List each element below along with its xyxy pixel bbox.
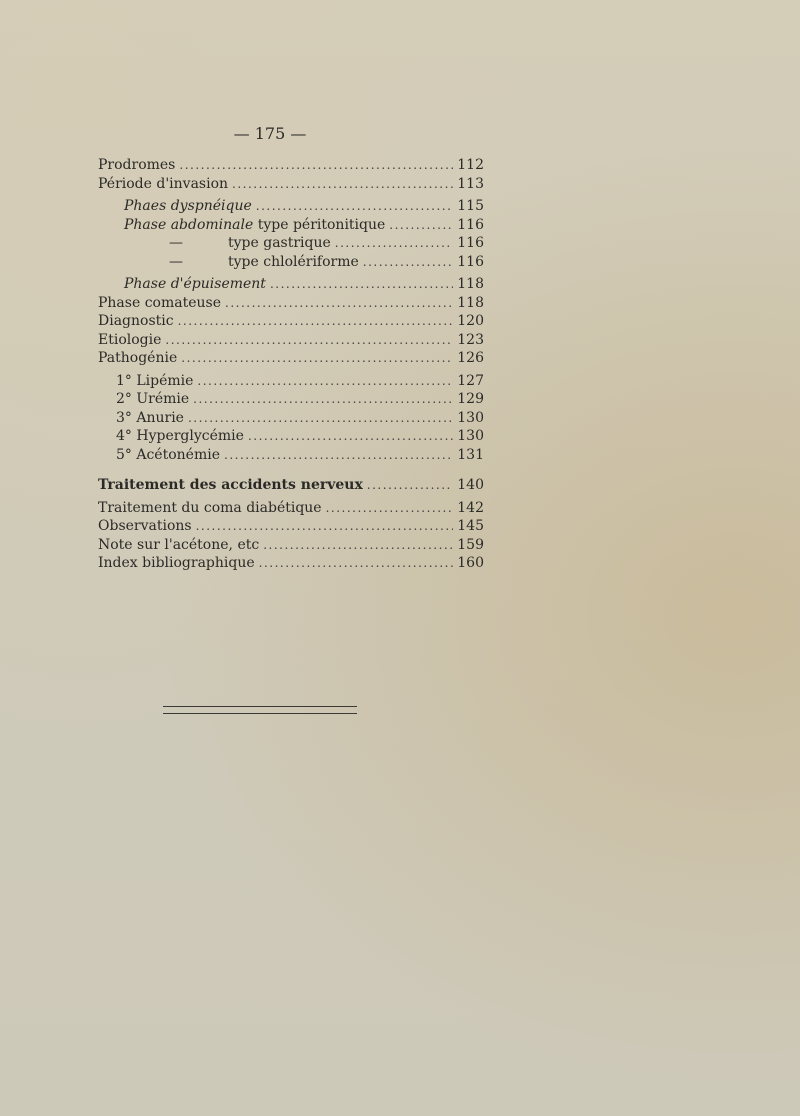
toc-entry-page: 127	[457, 372, 484, 389]
ditto-dash: —	[169, 253, 183, 270]
toc-entry-page: 145	[457, 518, 484, 534]
dot-leader	[326, 499, 454, 517]
dot-leader	[165, 331, 453, 349]
dot-leader	[263, 536, 453, 554]
toc-entry-label: Diagnostic	[98, 313, 174, 329]
toc-entry-label: Observations	[98, 518, 192, 534]
toc-entry-phase-abdominale	[98, 216, 484, 235]
page-number: — 175 —	[233, 124, 307, 143]
dot-leader	[225, 294, 453, 312]
toc-entry-phase-dyspneique	[98, 197, 484, 216]
toc-entry-page: 112	[457, 157, 484, 173]
dot-leader	[224, 446, 453, 464]
toc-entry-label-group	[98, 253, 359, 271]
toc-entry-page: 123	[457, 331, 484, 348]
toc-entry-label: Phase comateuse	[98, 294, 221, 311]
toc-entry-traitement-accidents	[98, 476, 484, 495]
table-of-contents	[98, 156, 484, 573]
toc-entry-label: Phase d'épuisement	[124, 276, 266, 292]
dot-leader	[259, 554, 454, 572]
toc-entry-page: 116	[457, 235, 484, 251]
dot-leader	[197, 372, 453, 390]
toc-entry-page: 118	[457, 294, 484, 311]
toc-entry-periode-invasion	[98, 175, 484, 194]
toc-entry-label: Prodromes	[98, 157, 176, 173]
toc-entry-pathogenie	[98, 349, 484, 368]
dot-leader	[270, 275, 453, 293]
toc-entry-label: Index bibliographique	[98, 555, 255, 571]
toc-entry-page: 159	[457, 536, 484, 553]
toc-entry-label: Etiologie	[98, 331, 162, 348]
toc-entry-page: 115	[457, 198, 484, 214]
toc-entry-label: 2° Urémie	[116, 391, 190, 407]
toc-entry-anurie	[98, 409, 484, 428]
toc-entry-label: type gastrique	[228, 235, 331, 251]
dot-leader	[335, 234, 453, 252]
ditto-dash: —	[169, 235, 183, 251]
toc-entry-phase-epuisement	[98, 275, 484, 294]
toc-entry-index-bibliographique	[98, 554, 484, 573]
toc-entry-page: 131	[457, 446, 484, 463]
toc-entry-lipemie	[98, 372, 484, 391]
toc-entry-page: 113	[457, 175, 484, 192]
dot-leader	[188, 409, 453, 427]
dot-leader	[256, 197, 454, 215]
toc-entry-label: Note sur l'acétone, etc	[98, 536, 260, 553]
dot-leader	[232, 175, 453, 193]
toc-entry-label: Traitement des accidents nerveux	[98, 477, 363, 493]
dot-leader	[193, 390, 453, 408]
toc-entry-label-rest: type péritonitique	[253, 216, 386, 233]
toc-entry-uremie	[98, 390, 484, 409]
toc-entry-phase-comateuse	[98, 294, 484, 313]
toc-entry-page: 116	[457, 253, 484, 270]
toc-entry-label: Phaes dyspnéique	[124, 198, 252, 214]
toc-entry-label: 5° Acétonémie	[116, 446, 220, 463]
toc-entry-page: 130	[457, 409, 484, 426]
toc-entry-label	[98, 216, 385, 234]
toc-entry-page: 118	[457, 276, 484, 292]
toc-entry-label-group	[98, 234, 331, 252]
toc-entry-label: 3° Anurie	[116, 409, 184, 426]
toc-entry-label: Période d'invasion	[98, 175, 229, 192]
toc-entry-label: 4° Hyperglycémie	[116, 428, 244, 444]
toc-entry-type-gastrique	[98, 234, 484, 253]
dot-leader	[179, 156, 453, 174]
dot-leader	[196, 517, 454, 535]
toc-entry-label-italic: Phase abdominale	[124, 216, 254, 233]
toc-entry-diagnostic	[98, 312, 484, 331]
toc-entry-label: type chlolériforme	[228, 253, 359, 270]
toc-entry-page: 142	[457, 499, 484, 516]
dot-leader	[389, 216, 453, 234]
toc-entry-page: 120	[457, 313, 484, 329]
toc-entry-prodromes	[98, 156, 484, 175]
dot-leader	[181, 349, 453, 367]
dot-leader	[367, 476, 453, 494]
toc-entry-type-cholériforme	[98, 253, 484, 272]
toc-entry-page: 126	[457, 350, 484, 366]
toc-entry-note-acetone	[98, 536, 484, 555]
dot-leader	[248, 427, 453, 445]
closing-double-rule	[163, 706, 357, 714]
toc-entry-page: 129	[457, 391, 484, 407]
toc-entry-hyperglycemie	[98, 427, 484, 446]
toc-entry-acetonemie	[98, 446, 484, 465]
toc-entry-page: 160	[457, 555, 484, 571]
toc-entry-page: 140	[457, 477, 484, 493]
toc-entry-page: 130	[457, 428, 484, 444]
toc-entry-label: 1° Lipémie	[116, 372, 194, 389]
toc-entry-traitement-coma	[98, 499, 484, 518]
toc-entry-page: 116	[457, 216, 484, 233]
toc-entry-etiologie	[98, 331, 484, 350]
toc-entry-label: Pathogénie	[98, 350, 178, 366]
dot-leader	[363, 253, 453, 271]
toc-entry-observations	[98, 517, 484, 536]
toc-entry-label: Traitement du coma diabétique	[98, 499, 322, 516]
dot-leader	[178, 312, 454, 330]
